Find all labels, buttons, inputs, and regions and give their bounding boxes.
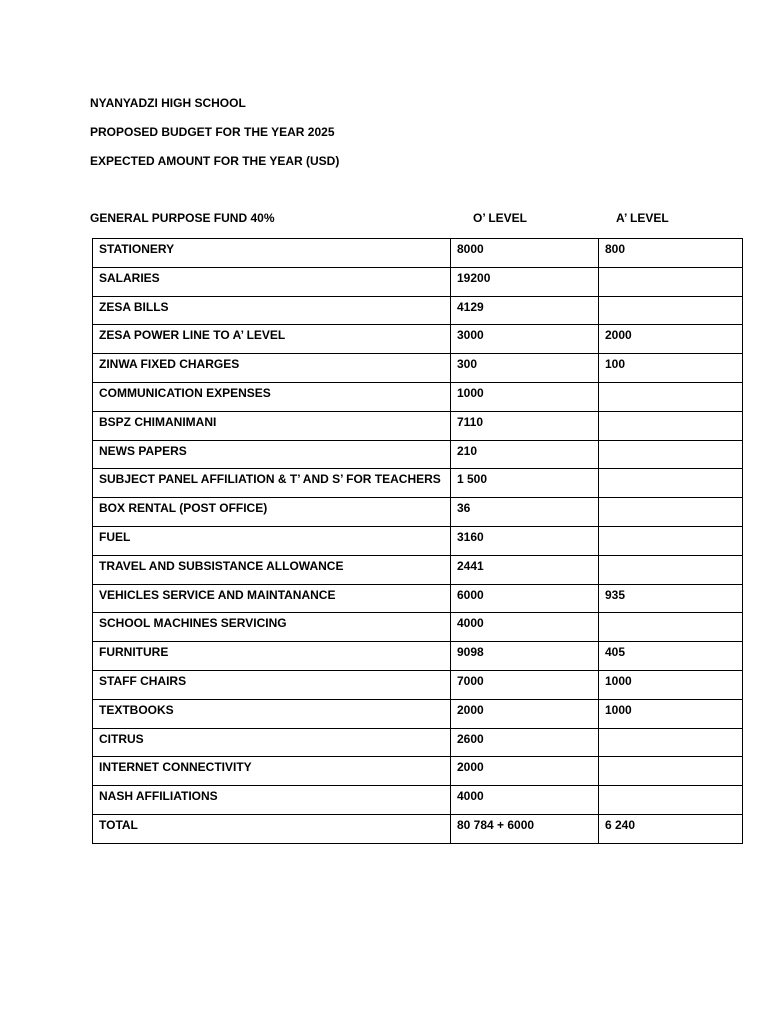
item-cell: STATIONERY bbox=[93, 239, 451, 268]
o-level-cell: 8000 bbox=[451, 239, 599, 268]
item-cell: ZINWA FIXED CHARGES bbox=[93, 354, 451, 383]
a-level-cell bbox=[599, 555, 743, 584]
table-row bbox=[93, 325, 743, 354]
item-cell: TEXTBOOKS bbox=[93, 699, 451, 728]
table-row bbox=[93, 757, 743, 786]
a-level-cell bbox=[599, 613, 743, 642]
item-cell: NASH AFFILIATIONS bbox=[93, 786, 451, 815]
o-level-cell: 7110 bbox=[451, 411, 599, 440]
o-level-cell: 1000 bbox=[451, 382, 599, 411]
item-cell: FUEL bbox=[93, 526, 451, 555]
a-level-cell: 2000 bbox=[599, 325, 743, 354]
o-level-cell: 3000 bbox=[451, 325, 599, 354]
a-level-cell: 6 240 bbox=[599, 814, 743, 843]
a-level-cell bbox=[599, 469, 743, 498]
table-row bbox=[93, 239, 743, 268]
a-level-cell bbox=[599, 296, 743, 325]
table-row bbox=[93, 498, 743, 527]
a-level-cell bbox=[599, 440, 743, 469]
table-row bbox=[93, 267, 743, 296]
fund-label: GENERAL PURPOSE FUND 40% bbox=[90, 211, 275, 225]
a-level-cell bbox=[599, 267, 743, 296]
o-level-cell: 7000 bbox=[451, 670, 599, 699]
a-level-cell bbox=[599, 757, 743, 786]
a-level-cell: 1000 bbox=[599, 699, 743, 728]
a-level-cell bbox=[599, 526, 743, 555]
item-cell: TOTAL bbox=[93, 814, 451, 843]
o-level-cell: 6000 bbox=[451, 584, 599, 613]
item-cell: STAFF CHAIRS bbox=[93, 670, 451, 699]
budget-title: PROPOSED BUDGET FOR THE YEAR 2025 bbox=[90, 125, 335, 139]
o-level-header: O’ LEVEL bbox=[473, 211, 528, 225]
o-level-cell: 300 bbox=[451, 354, 599, 383]
o-level-cell: 1 500 bbox=[451, 469, 599, 498]
item-cell: BOX RENTAL (POST OFFICE) bbox=[93, 498, 451, 527]
a-level-cell: 405 bbox=[599, 642, 743, 671]
table-row bbox=[93, 526, 743, 555]
table-row bbox=[93, 555, 743, 584]
item-cell: TRAVEL AND SUBSISTANCE ALLOWANCE bbox=[93, 555, 451, 584]
o-level-cell: 4000 bbox=[451, 613, 599, 642]
table-row bbox=[93, 728, 743, 757]
o-level-cell: 210 bbox=[451, 440, 599, 469]
item-cell: COMMUNICATION EXPENSES bbox=[93, 382, 451, 411]
item-cell: INTERNET CONNECTIVITY bbox=[93, 757, 451, 786]
table-row bbox=[93, 411, 743, 440]
table-row bbox=[93, 670, 743, 699]
a-level-cell: 1000 bbox=[599, 670, 743, 699]
item-cell: ZESA POWER LINE TO A’ LEVEL bbox=[93, 325, 451, 354]
o-level-cell: 2000 bbox=[451, 699, 599, 728]
item-cell: VEHICLES SERVICE AND MAINTANANCE bbox=[93, 584, 451, 613]
o-level-cell: 2000 bbox=[451, 757, 599, 786]
o-level-cell: 36 bbox=[451, 498, 599, 527]
a-level-cell: 100 bbox=[599, 354, 743, 383]
item-cell: FURNITURE bbox=[93, 642, 451, 671]
item-cell: ZESA BILLS bbox=[93, 296, 451, 325]
o-level-cell: 3160 bbox=[451, 526, 599, 555]
table-row bbox=[93, 699, 743, 728]
table-row bbox=[93, 613, 743, 642]
table-row bbox=[93, 296, 743, 325]
item-cell: SUBJECT PANEL AFFILIATION & T’ AND S’ FOR TEACHERS bbox=[93, 469, 451, 498]
a-level-cell: 935 bbox=[599, 584, 743, 613]
o-level-cell: 2600 bbox=[451, 728, 599, 757]
table-row bbox=[93, 584, 743, 613]
item-cell: CITRUS bbox=[93, 728, 451, 757]
budget-table bbox=[92, 238, 743, 844]
o-level-cell: 80 784 + 6000 bbox=[451, 814, 599, 843]
item-cell: BSPZ CHIMANIMANI bbox=[93, 411, 451, 440]
a-level-cell bbox=[599, 382, 743, 411]
school-name: NYANYADZI HIGH SCHOOL bbox=[90, 96, 246, 110]
o-level-cell: 9098 bbox=[451, 642, 599, 671]
a-level-cell bbox=[599, 728, 743, 757]
item-cell: SCHOOL MACHINES SERVICING bbox=[93, 613, 451, 642]
o-level-cell: 2441 bbox=[451, 555, 599, 584]
table-row bbox=[93, 354, 743, 383]
a-level-header: A’ LEVEL bbox=[616, 211, 669, 225]
o-level-cell: 4129 bbox=[451, 296, 599, 325]
expected-amount-heading: EXPECTED AMOUNT FOR THE YEAR (USD) bbox=[90, 154, 340, 168]
a-level-cell: 800 bbox=[599, 239, 743, 268]
item-cell: SALARIES bbox=[93, 267, 451, 296]
table-row bbox=[93, 642, 743, 671]
a-level-cell bbox=[599, 411, 743, 440]
o-level-cell: 19200 bbox=[451, 267, 599, 296]
item-cell: NEWS PAPERS bbox=[93, 440, 451, 469]
table-row bbox=[93, 440, 743, 469]
table-row bbox=[93, 469, 743, 498]
a-level-cell bbox=[599, 498, 743, 527]
o-level-cell: 4000 bbox=[451, 786, 599, 815]
table-row bbox=[93, 382, 743, 411]
a-level-cell bbox=[599, 786, 743, 815]
total-row bbox=[93, 814, 743, 843]
budget-table-body bbox=[93, 239, 743, 844]
table-row bbox=[93, 786, 743, 815]
